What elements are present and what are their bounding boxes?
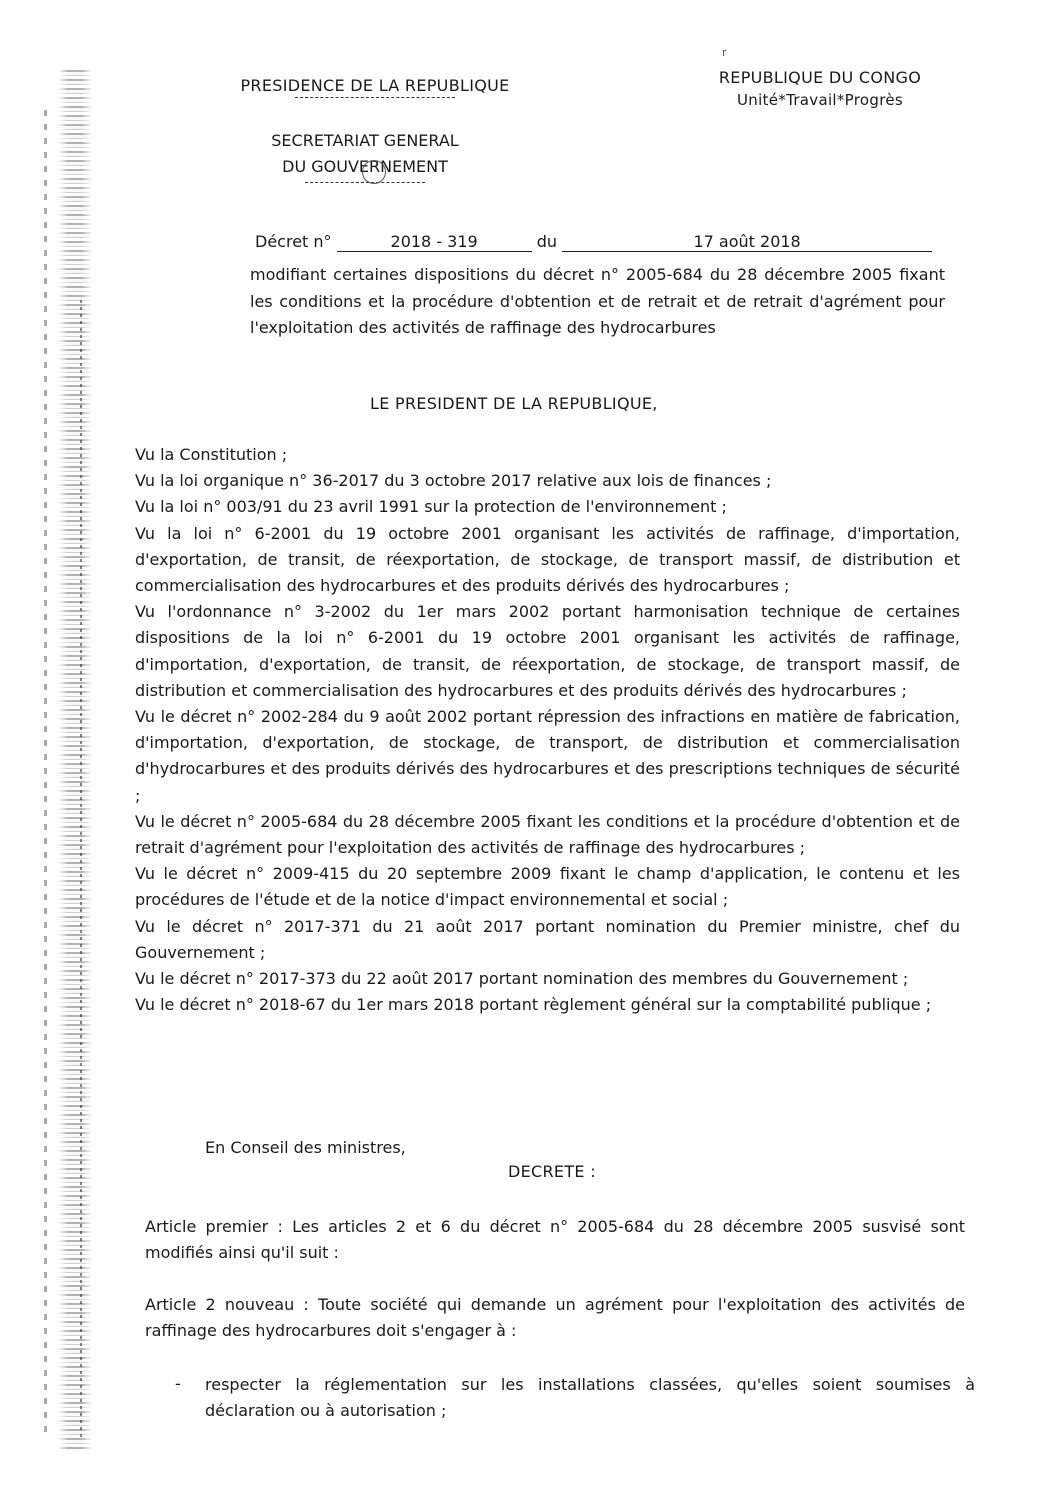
republic-heading [690,68,950,109]
bullet-item: respecter la réglementation sur les installations classées, qu'elles soient soumises à déclaration ou à autorisation ; [205,1375,975,1420]
presidency-heading [215,76,535,100]
scan-edge-artifact [80,300,82,1440]
visa-item: Vu la loi n° 003/91 du 23 avril 1991 sur la protection de l'environnement ; [135,497,727,517]
visa-item: Vu la loi organique n° 36-2017 du 3 octobre 2017 relative aux lois de finances ; [135,471,772,491]
presidency-title: PRESIDENCE DE LA REPUBLIQUE [240,76,510,95]
stamp-icon [362,160,386,184]
president-heading: LE PRESIDENT DE LA REPUBLIQUE, [370,394,658,413]
decree-du: du [536,232,558,251]
scan-edge-artifact [58,70,92,1450]
article-premier: Article premier : Les articles 2 et 6 du décret n° 2005-684 du 28 décembre 2005 susvisé sont modifiés ainsi qu'il suit : [145,1217,965,1262]
visa-item: Vu l'ordonnance n° 3-2002 du 1er mars 2002 portant harmonisation technique de certaines dispositions de la loi n° 6-2001 du 19 octobre 2001 organisant les activités de raffinage, d'importation, d'exportation, de transit, de réexportation, de stockage, de transport massif, de distribution et commercialisation des hydrocarbures et des produits dérivés des hydrocarbures ; [135,602,960,700]
decree-number: 2018 - 319 [337,232,532,252]
visa-item: Vu le décret n° 2009-415 du 20 septembre 2009 fixant le champ d'application, le contenu et les procédures de l'étude et de la notice d'impact environnemental et social ; [135,864,960,910]
decree-number-line [255,232,932,252]
visas-list [135,442,960,1018]
visa-item: Vu le décret n° 2017-373 du 22 août 2017 portant nomination des membres du Gouvernement ; [135,969,909,989]
decree-prefix: Décret n° [255,232,332,251]
separator-dashes [295,97,455,98]
visa-item: Vu la Constitution ; [135,445,288,464]
scan-edge-artifact [44,110,47,1440]
conseil-line: En Conseil des ministres, [205,1138,406,1157]
decree-date: 17 août 2018 [562,232,932,252]
article-2-nouveau: Article 2 nouveau : Toute société qui demande un agrément pour l'exploitation des activités de raffinage des hydrocarbures doit s'engager à : [145,1295,965,1340]
secretariat-line-1: SECRETARIAT GENERAL [271,131,459,150]
republic-motto: Unité*Travail*Progrès [737,91,903,109]
visa-item: Vu le décret n° 2018-67 du 1er mars 2018 portant règlement général sur la comptabilité publique ; [135,995,932,1015]
visa-item: Vu le décret n° 2002-284 du 9 août 2002 portant répression des infractions en matière de fabrication, d'importation, d'exportation, de stockage, de transport, de distribution et commercialisation d'hydrocarbures et des produits dérivés des hydrocarbures et des prescriptions techniques de sécurité ; [135,707,960,805]
decrete-heading: DECRETE : [508,1162,596,1181]
secretariat-line-2: DU GOUVERNEMENT [282,157,448,176]
visa-item: Vu le décret n° 2017-371 du 21 août 2017 portant nomination du Premier ministre, chef du Gouvernement ; [135,916,960,962]
separator-dashes [305,182,425,183]
decree-description: modifiant certaines dispositions du décret n° 2005-684 du 28 décembre 2005 fixant les conditions et la procédure d'obtention et de retrait et de retrait d'agrément pour l'exploitation des activités de raffinage des hydrocarbures [250,265,945,337]
visa-item: Vu le décret n° 2005-684 du 28 décembre 2005 fixant les conditions et la procédure d'obtention et de retrait d'agrément pour l'exploitation des activités de raffinage des hydrocarbures ; [135,811,960,858]
republic-title: REPUBLIQUE DU CONGO [718,68,922,87]
margin-mark: r [722,46,727,59]
visa-item: Vu la loi n° 6-2001 du 19 octobre 2001 organisant les activités de raffinage, d'importation, d'exportation, de transit, de réexportation, de stockage, de transport massif, de distribution et commercialisation des hydrocarbures et des produits dérivés des hydrocarbures ; [135,523,960,596]
bullet-dash: - [175,1374,181,1393]
